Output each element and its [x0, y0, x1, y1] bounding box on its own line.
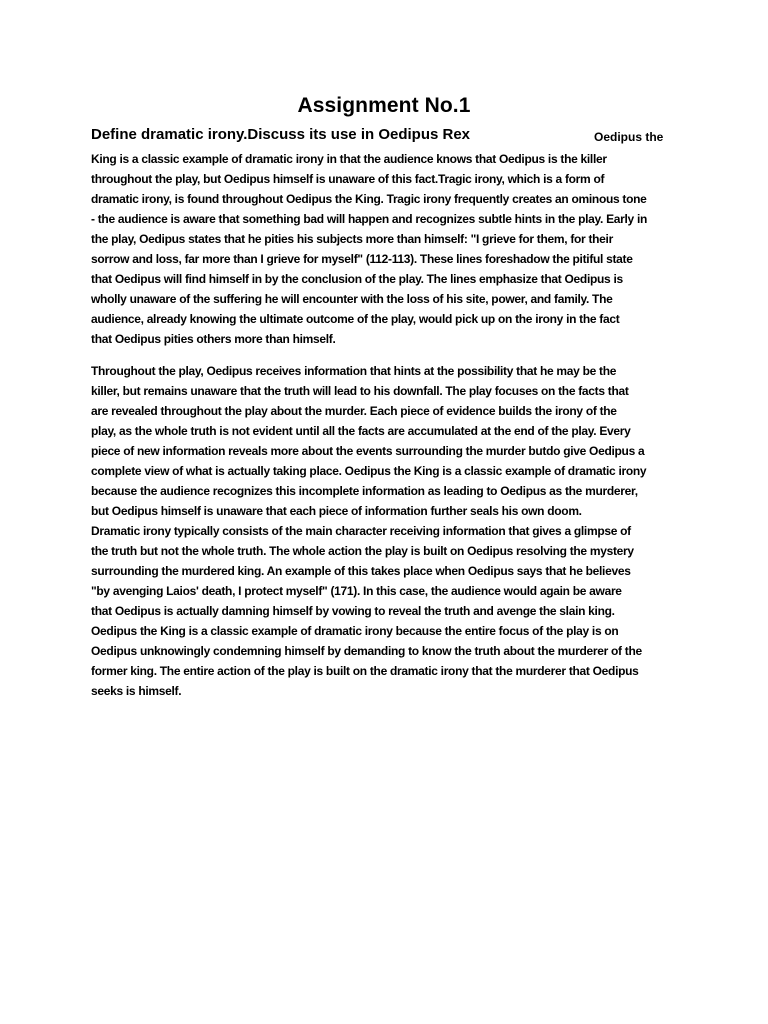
text-line: Dramatic irony typically consists of the main character receiving information that gives a glimpse of: [91, 524, 631, 538]
text-line: Oedipus unknowingly condemning himself by demanding to know the truth about the murderer of the: [91, 644, 642, 658]
text-line: play, as the whole truth is not evident until all the facts are accumulated at the end of the play. Every: [91, 424, 631, 438]
text-line: wholly unaware of the suffering he will encounter with the loss of his site, power, and family. The: [91, 292, 613, 306]
text-line: are revealed throughout the play about the murder. Each piece of evidence builds the irony of the: [91, 404, 617, 418]
text-line: the play, Oedipus states that he pities his subjects more than himself: "I grieve for them, for their: [91, 232, 613, 246]
text-line: throughout the play, but Oedipus himself is unaware of this fact.Tragic irony, which is a form of: [91, 172, 605, 186]
text-line: because the audience recognizes this incomplete information as leading to Oedipus as the murderer,: [91, 484, 638, 498]
text-line: complete view of what is actually taking place. Oedipus the King is a classic example of dramatic irony: [91, 464, 647, 478]
text-line: King is a classic example of dramatic irony in that the audience knows that Oedipus is the killer: [91, 152, 607, 166]
text-line: - the audience is aware that something bad will happen and recognizes subtle hints in the play. Early in: [91, 212, 648, 226]
paragraph-2: [91, 361, 683, 701]
text-line: Oedipus the King is a classic example of dramatic irony because the entire focus of the play is on: [91, 624, 619, 638]
text-line: that Oedipus pities others more than himself.: [91, 332, 336, 346]
text-line: seeks is himself.: [91, 684, 182, 698]
text-line: surrounding the murdered king. An example of this takes place when Oedipus says that he believes: [91, 564, 631, 578]
text-line: audience, already knowing the ultimate outcome of the play, would pick up on the irony in the fact: [91, 312, 620, 326]
document-title: Assignment No.1: [297, 94, 471, 117]
text-line: the truth but not the whole truth. The whole action the play is built on Oedipus resolving the mystery: [91, 544, 634, 558]
text-line: but Oedipus himself is unaware that each piece of information further seals his own doom.: [91, 504, 582, 518]
assignment-question: Define dramatic irony.Discuss its use in Oedipus Rex: [91, 126, 471, 143]
paragraph-opening-words: Oedipus the: [594, 130, 664, 144]
text-line: piece of new information reveals more about the events surrounding the murder butdo give Oedipus a: [91, 444, 645, 458]
text-line: dramatic irony, is found throughout Oedipus the King. Tragic irony frequently creates an ominous tone: [91, 192, 647, 206]
text-line: sorrow and loss, far more than I grieve for myself" (112-113). These lines foreshadow the pitiful state: [91, 252, 633, 266]
paragraph-1: [91, 149, 683, 349]
text-line: killer, but remains unaware that the truth will lead to his downfall. The play focuses on the facts that: [91, 384, 629, 398]
text-line: former king. The entire action of the play is built on the dramatic irony that the murderer that Oedipus: [91, 664, 639, 678]
text-line: that Oedipus will find himself in by the conclusion of the play. The lines emphasize that Oedipus is: [91, 272, 623, 286]
text-line: "by avenging Laios' death, I protect myself" (171). In this case, the audience would again be aware: [91, 584, 622, 598]
text-line: Throughout the play, Oedipus receives information that hints at the possibility that he may be the: [91, 364, 617, 378]
text-line: that Oedipus is actually damning himself by vowing to reveal the truth and avenge the slain king.: [91, 604, 615, 618]
